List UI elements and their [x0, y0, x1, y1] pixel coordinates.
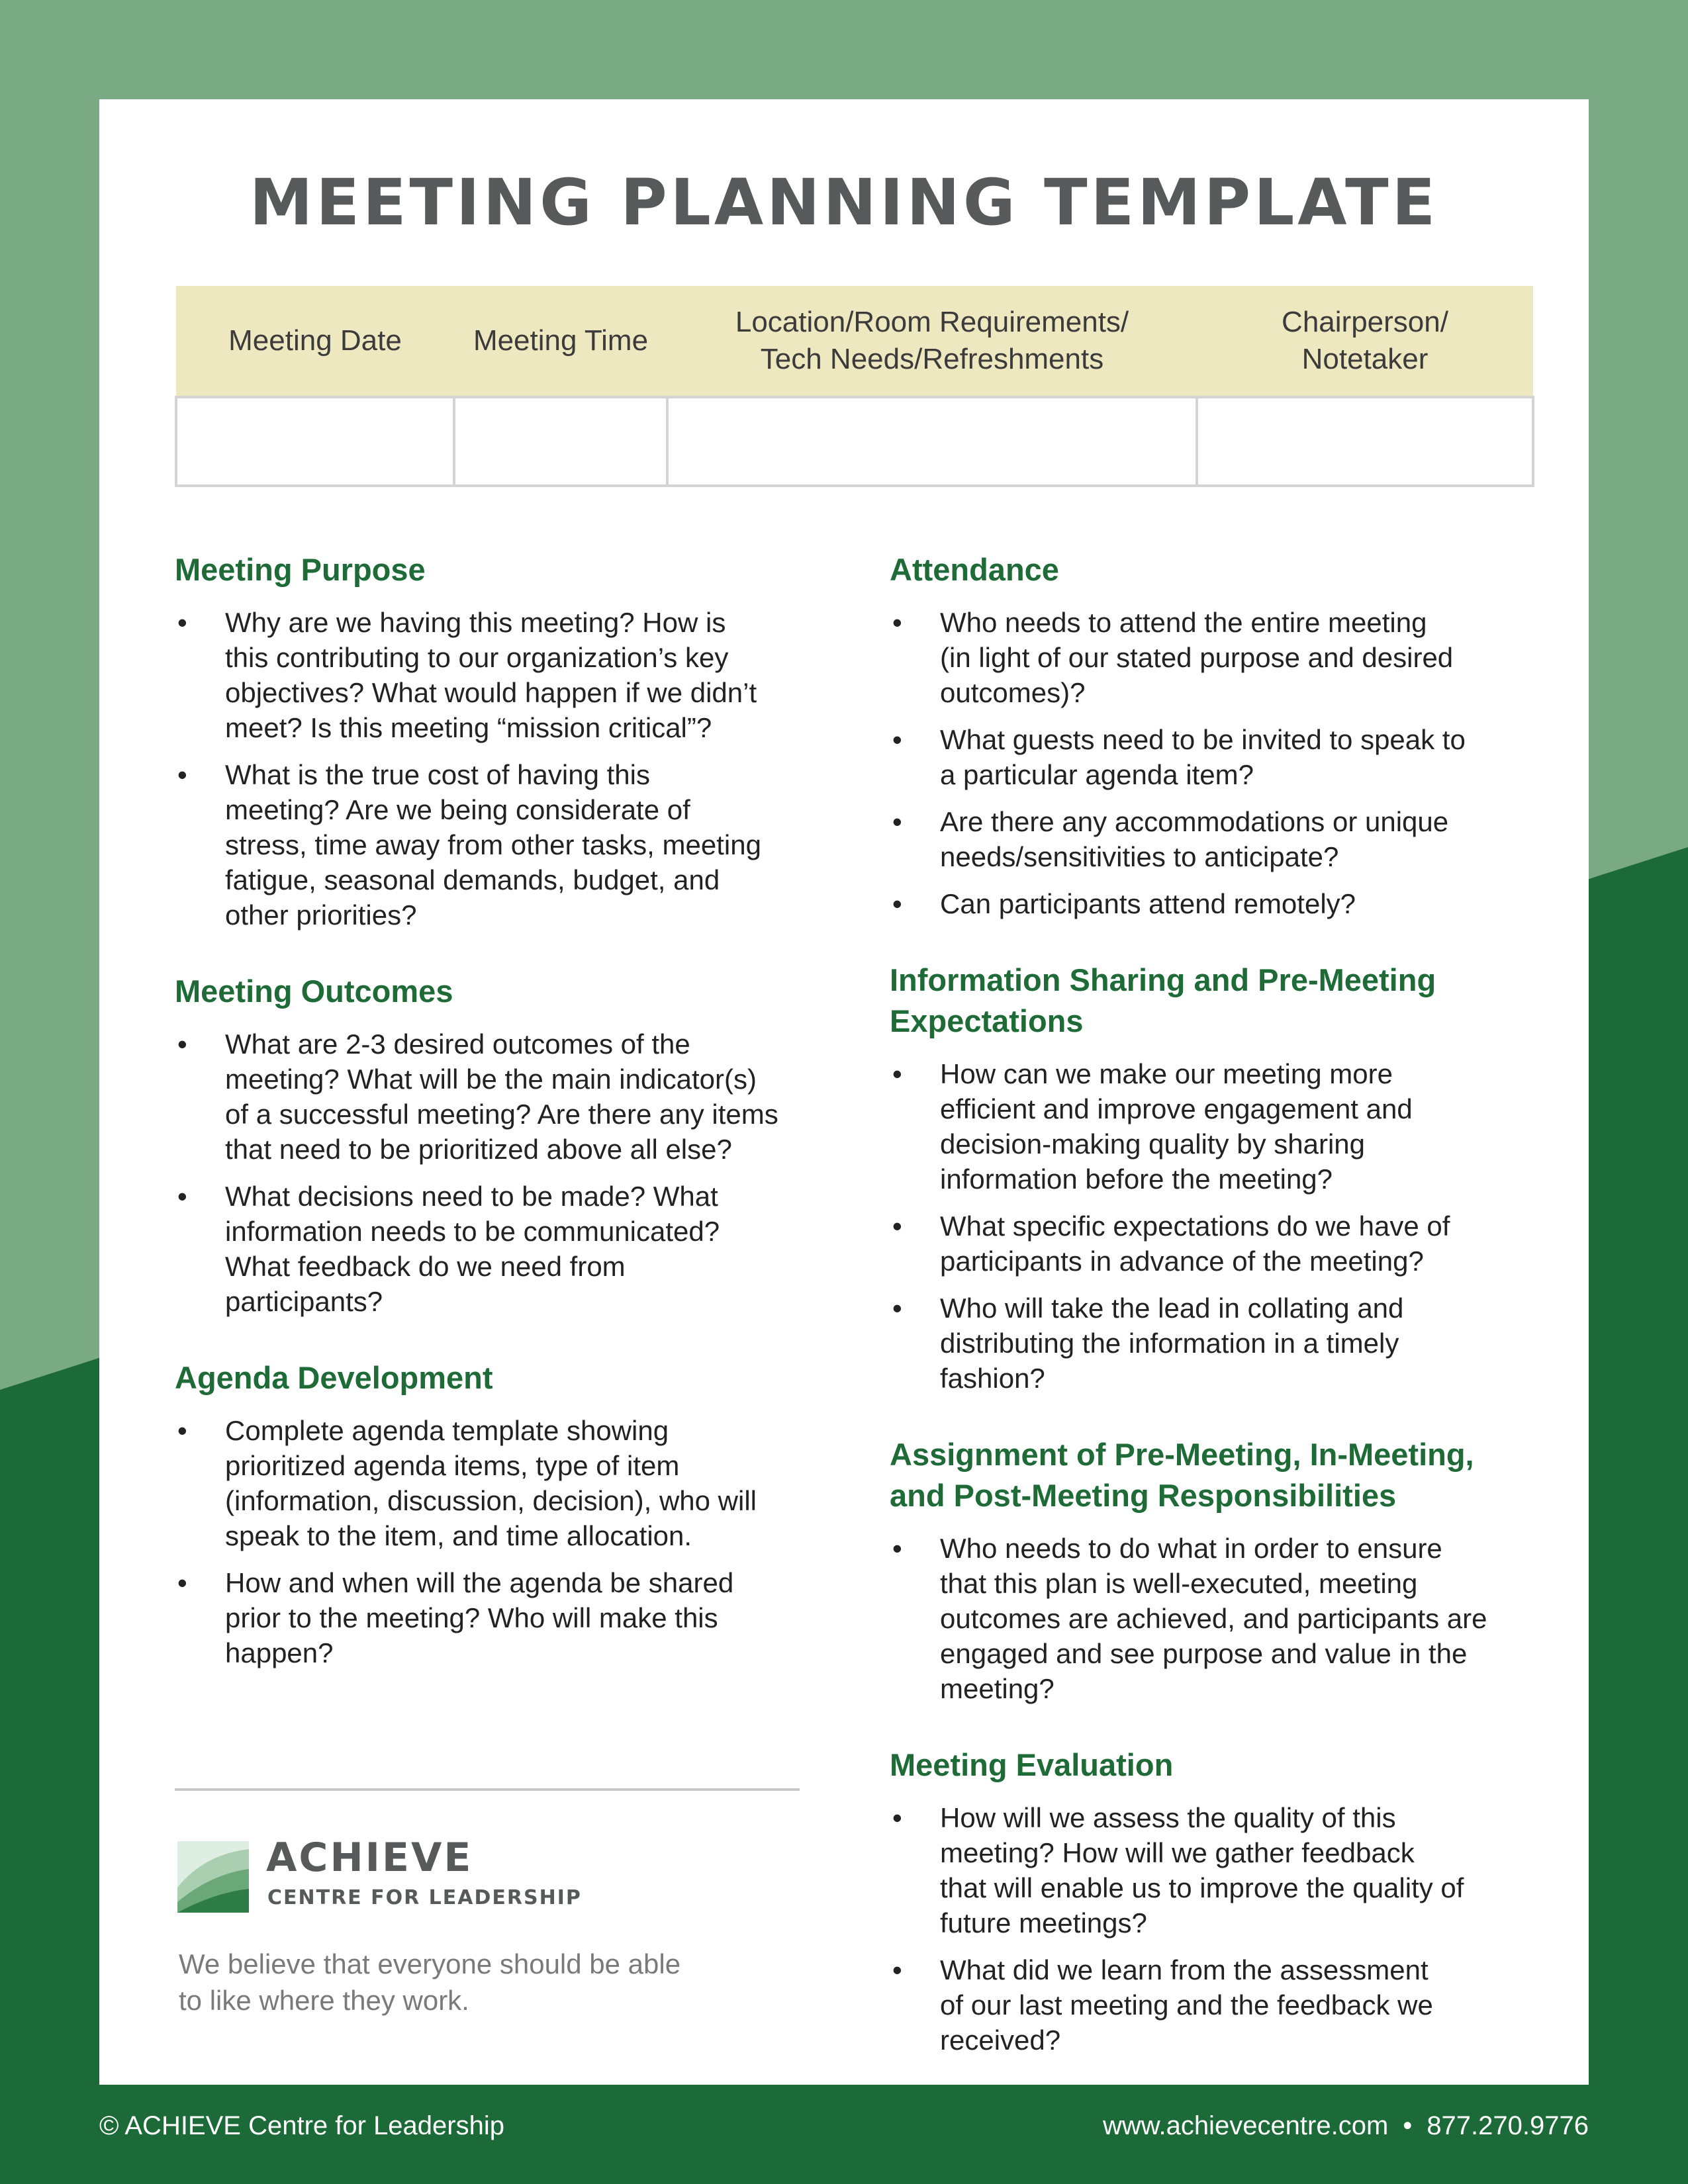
table-input-row [176, 397, 1533, 486]
item-line: Who will take the lead in collating and [940, 1293, 1404, 1324]
item-line: meeting? What will be the main indicator(s) [225, 1064, 757, 1095]
section-heading [890, 1745, 1532, 1786]
list-item [175, 1565, 797, 1670]
document-page [99, 99, 1589, 2085]
section-information-sharing-and-pre-meeting [890, 960, 1532, 1396]
item-line: fashion? [940, 1363, 1045, 1394]
item-line: speak to the item, and time allocation. [225, 1520, 692, 1551]
list-item [890, 605, 1532, 710]
bullet-icon: • [177, 1028, 187, 1060]
bullet-icon: • [177, 759, 187, 790]
bullet-list [175, 605, 797, 933]
item-line: meeting? [940, 1673, 1055, 1704]
item-line: participants? [225, 1286, 383, 1317]
header-line: Notetaker [1301, 343, 1429, 375]
bullet-icon: • [892, 607, 902, 638]
list-item [890, 886, 1532, 921]
bullet-icon: • [892, 806, 902, 837]
bullet-list [175, 1413, 797, 1670]
heading-line: Expectations [890, 1003, 1084, 1038]
item-line: that need to be prioritized above all else? [225, 1134, 732, 1165]
list-item [890, 1952, 1532, 2058]
left-column [175, 549, 797, 1709]
item-line: Are there any accommodations or unique [940, 806, 1449, 837]
list-item [175, 605, 797, 745]
item-line: distributing the information in a timely [940, 1328, 1399, 1359]
item-line: What feedback do we need from [225, 1251, 626, 1282]
section-heading [890, 1434, 1532, 1516]
bullet-icon: • [177, 1415, 187, 1446]
item-line: Who needs to attend the entire meeting [940, 607, 1427, 638]
divider [175, 1788, 800, 1791]
meeting-time-field[interactable] [454, 397, 667, 486]
item-line: Who needs to do what in order to ensure [940, 1533, 1442, 1564]
list-item [175, 1413, 797, 1553]
item-line: Can participants attend remotely? [940, 888, 1356, 919]
header-line: Location/Room Requirements/ [735, 306, 1129, 338]
bullet-icon: • [892, 1058, 902, 1089]
bullet-icon: • [177, 1181, 187, 1212]
item-line: needs/sensitivities to anticipate? [940, 841, 1339, 872]
item-line: prior to the meeting? Who will make this [225, 1602, 718, 1633]
heading-line: Information Sharing and Pre-Meeting [890, 962, 1436, 997]
item-line: Why are we having this meeting? How is [225, 607, 726, 638]
item-line: information before the meeting? [940, 1163, 1333, 1195]
footer-separator: • [1403, 2111, 1413, 2140]
item-line: of our last meeting and the feedback we [940, 1989, 1433, 2021]
list-item [890, 722, 1532, 792]
item-line: decision-making quality by sharing [940, 1128, 1365, 1160]
section-meeting-outcomes [175, 971, 797, 1319]
header-line: Chairperson/ [1282, 306, 1448, 338]
section-heading [890, 960, 1532, 1042]
logo-subtitle: CENTRE FOR LEADERSHIP [267, 1886, 582, 1909]
header-chairperson [1197, 286, 1533, 397]
item-line: that will enable us to improve the quality of [940, 1872, 1464, 1903]
heading-line: Attendance [890, 552, 1059, 587]
header-line: Meeting Time [473, 324, 649, 357]
item-line: participants in advance of the meeting? [940, 1246, 1424, 1277]
list-item [890, 1800, 1532, 1940]
footer-phone[interactable]: 877.270.9776 [1427, 2111, 1589, 2140]
bullet-icon: • [892, 888, 902, 919]
section-attendance [890, 549, 1532, 921]
bullet-list [890, 605, 1532, 921]
item-line: How and when will the agenda be shared [225, 1567, 734, 1598]
bullet-icon: • [892, 724, 902, 755]
bullet-icon: • [892, 1293, 902, 1324]
item-line: this contributing to our organization’s key [225, 642, 729, 673]
item-line: (in light of our stated purpose and desired [940, 642, 1454, 673]
list-item [890, 1056, 1532, 1197]
chairperson-field[interactable] [1197, 397, 1533, 486]
item-line: What specific expectations do we have of [940, 1210, 1450, 1242]
item-line: What are 2-3 desired outcomes of the [225, 1028, 690, 1060]
item-line: What decisions need to be made? What [225, 1181, 718, 1212]
section-assignment-of-pre-meeting-in-meeting [890, 1434, 1532, 1706]
location-field[interactable] [667, 397, 1197, 486]
item-line: efficient and improve engagement and [940, 1093, 1413, 1124]
logo-name: ACHIEVE [266, 1835, 473, 1881]
header-location [667, 286, 1197, 397]
item-line: that this plan is well-executed, meeting [940, 1568, 1418, 1599]
list-item [175, 1026, 797, 1167]
item-line: What did we learn from the assessment [940, 1954, 1429, 1985]
bullet-list [890, 1531, 1532, 1706]
item-line: meet? Is this meeting “mission critical”? [225, 712, 712, 743]
achieve-logo-icon [177, 1841, 249, 1913]
bullet-icon: • [892, 1954, 902, 1985]
tagline-line: We believe that everyone should be able [179, 1948, 681, 1979]
header-meeting-time [454, 286, 667, 397]
item-line: (information, discussion, decision), who will [225, 1485, 757, 1516]
list-item [175, 757, 797, 933]
item-line: meeting? How will we gather feedback [940, 1837, 1415, 1868]
bullet-list [890, 1800, 1532, 2058]
bullet-icon: • [892, 1533, 902, 1564]
list-item [175, 1179, 797, 1319]
item-line: information needs to be communicated? [225, 1216, 720, 1247]
footer-contact [1103, 2111, 1589, 2141]
section-heading: Meeting Purpose [175, 552, 426, 587]
section-meeting-purpose [175, 549, 797, 933]
bullet-icon: • [177, 607, 187, 638]
header-meeting-date [176, 286, 454, 397]
bullet-list [175, 1026, 797, 1319]
item-line: stress, time away from other tasks, meeting [225, 829, 761, 860]
footer-website[interactable]: www.achievecentre.com [1103, 2111, 1389, 2140]
page-title: MEETING PLANNING TEMPLATE [249, 165, 1439, 240]
list-item [890, 1208, 1532, 1279]
heading-line: and Post-Meeting Responsibilities [890, 1478, 1397, 1513]
tagline [179, 1946, 801, 2019]
section-agenda-development [175, 1357, 797, 1670]
bullet-list [890, 1056, 1532, 1396]
item-line: other priorities? [225, 899, 417, 931]
meeting-date-field[interactable] [176, 397, 454, 486]
item-line: outcomes)? [940, 677, 1086, 708]
item-line: received? [940, 2025, 1061, 2056]
item-line: Complete agenda template showing [225, 1415, 669, 1446]
header-line: Tech Needs/Refreshments [760, 343, 1104, 375]
footer-copyright: © ACHIEVE Centre for Leadership [99, 2111, 504, 2140]
section-heading: Agenda Development [175, 1360, 493, 1395]
item-line: What is the true cost of having this [225, 759, 650, 790]
bullet-icon: • [892, 1210, 902, 1242]
item-line: a particular agenda item? [940, 759, 1254, 790]
item-line: future meetings? [940, 1907, 1147, 1938]
item-line: engaged and see purpose and value in the [940, 1638, 1468, 1669]
item-line: How will we assess the quality of this [940, 1802, 1396, 1833]
right-column [890, 549, 1532, 2096]
item-line: of a successful meeting? Are there any items [225, 1099, 778, 1130]
section-heading: Meeting Outcomes [175, 974, 453, 1009]
item-line: How can we make our meeting more [940, 1058, 1393, 1089]
heading-line: Meeting Evaluation [890, 1747, 1174, 1782]
item-line: fatigue, seasonal demands, budget, and [225, 864, 720, 895]
meeting-info-table [175, 286, 1534, 487]
bullet-icon: • [892, 1802, 902, 1833]
table-header-row [176, 286, 1533, 397]
list-item [890, 1291, 1532, 1396]
item-line: outcomes are achieved, and participants are [940, 1603, 1487, 1634]
item-line: happen? [225, 1637, 334, 1668]
item-line: What guests need to be invited to speak to [940, 724, 1466, 755]
item-line: meeting? Are we being considerate of [225, 794, 690, 825]
heading-line: Assignment of Pre-Meeting, In-Meeting, [890, 1437, 1474, 1472]
section-meeting-evaluation [890, 1745, 1532, 2058]
bullet-icon: • [177, 1567, 187, 1598]
list-item [890, 804, 1532, 874]
header-line: Meeting Date [228, 324, 402, 357]
list-item [890, 1531, 1532, 1706]
item-line: prioritized agenda items, type of item [225, 1450, 680, 1481]
tagline-line: to like where they work. [179, 1985, 469, 2016]
section-heading [890, 549, 1532, 590]
item-line: objectives? What would happen if we didn’t [225, 677, 757, 708]
